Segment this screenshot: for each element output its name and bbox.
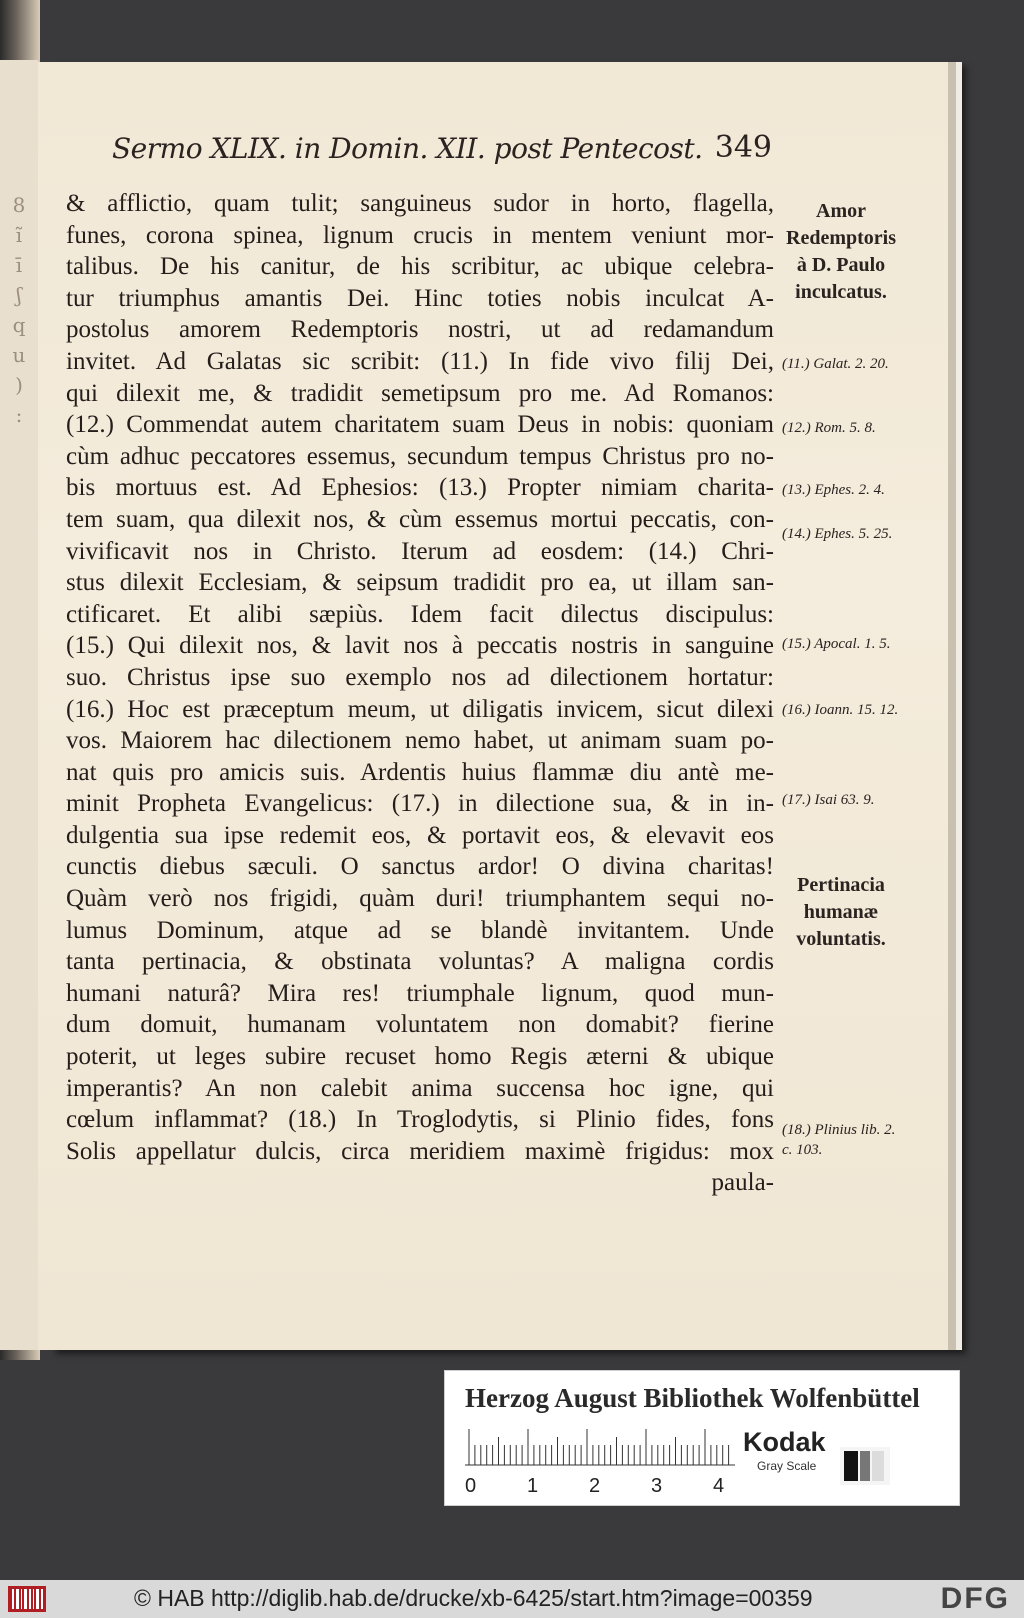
kodak-brand: Kodak (743, 1427, 826, 1457)
scale-numbers (459, 1475, 739, 1499)
scale-ruler (465, 1425, 735, 1469)
text-line: tem suam, qua dilexit nos, & cùm essemus mortui peccatis, con- (66, 505, 774, 533)
text-line: cùm adhuc peccatores essemus, secundum tempus Christus pro no- (66, 442, 774, 470)
source-credit-link[interactable]: © HAB http://diglib.hab.de/drucke/xb-6425/start.htm?image=00359 (134, 1585, 813, 1611)
margin-note-ephes2: (13.) Ephes. 2. 4. (782, 482, 885, 498)
text-line: invitet. Ad Galatas sic scribit: (11.) In fide vivo filij Dei, (66, 347, 774, 375)
text-line: funes, corona spinea, lignum crucis in mentem veniunt mor- (66, 221, 774, 249)
previous-page-edge: 8 ĩ ī ʃ q u ) : (0, 60, 38, 1350)
margin-note-ioann: (16.) Ioann. 15. 12. (782, 702, 899, 718)
color-calibration-plate (444, 1370, 960, 1506)
footer-bar (0, 1580, 1024, 1618)
text-line: vos. Maiorem hac dilectionem nemo habet, ut animam suam po- (66, 727, 774, 755)
text-line: tanta pertinacia, & obstinata voluntas? A maligna cordis (66, 948, 774, 976)
text-line: (12.) Commendat autem charitatem suam Deus in nobis: quoniam (66, 411, 774, 439)
text-line: vivificavit nos in Christo. Iterum ad eosdem: (14.) Chri- (66, 537, 774, 565)
scale-number: 1 (527, 1475, 539, 1497)
text-line: & afflictio, quam tulit; sanguineus sudor in horto, flagella, (66, 190, 774, 217)
gray-patch-icon (840, 1447, 890, 1485)
scale-number: 4 (713, 1475, 725, 1497)
text-line: ctificaret. Et alibi sæpiùs. Idem facit dilectus discipulus: (66, 600, 774, 628)
gray-scale-label: Gray Scale (757, 1459, 817, 1473)
scale-number: 3 (651, 1475, 663, 1497)
library-name: Herzog August Bibliothek Wolfenbüttel (465, 1383, 920, 1413)
text-line: suo. Christus ipse suo exemplo nos ad dilectionem hortatur: (66, 663, 774, 691)
margin-note-galat: (11.) Galat. 2. 20. (782, 356, 889, 372)
text-line: (16.) Hoc est præceptum meum, ut diligatis invicem, sicut dilexi (66, 695, 774, 723)
scale-number: 2 (589, 1475, 601, 1497)
margin-note-apocal: (15.) Apocal. 1. 5. (782, 636, 891, 652)
margin-note-rom: (12.) Rom. 5. 8. (782, 420, 876, 436)
text-line: humani naturâ? Mira res! triumphale lignum, quod mun- (66, 979, 774, 1007)
text-line: paula- (711, 1169, 774, 1197)
text-line: stus dilexit Ecclesiam, & seipsum tradidit pro ea, ut illam san- (66, 569, 774, 597)
page-number: 349 (714, 130, 772, 165)
scale-number: 0 (465, 1475, 477, 1497)
text-line: Solis appellatur dulcis, circa meridiem maximè frigidus: mox (66, 1137, 774, 1165)
margin-note-plinius: (18.) Plinius lib. 2. c. 103. (782, 1122, 896, 1158)
text-line: tur triumphus amantis Dei. Hinc toties nobis inculcat A- (66, 284, 774, 312)
text-line: talibus. De his canitur, de his scribitur, ac ubique celebra- (66, 253, 774, 281)
margin-heading-amor: Amor Redemptoris à D. Paulo inculcatus. (786, 200, 896, 303)
text-line: cœlum inflammat? (18.) In Troglodytis, si Plinio fides, fons (66, 1106, 774, 1134)
margin-note-ephes5: (14.) Ephes. 5. 25. (782, 526, 893, 542)
text-line: qui dilexit me, & tradidit semetipsum pro me. Ad Romanos: (66, 379, 774, 407)
main-text-block (66, 188, 774, 1199)
dfg-logo: DFG (940, 1582, 1010, 1615)
text-line: dum domuit, humanam voluntatem non domabit? fierine (66, 1011, 774, 1039)
text-line: nat quis pro amicis suis. Ardentis huius flammæ diu antè me- (66, 758, 774, 786)
text-line: imperantis? An non calebit anima succensa hoc igne, qui (66, 1074, 774, 1102)
text-line: minit Propheta Evangelicus: (17.) in dilectione sua, & in in- (66, 790, 774, 818)
text-line: poterit, ut leges subire recuset homo Regis æterni & ubique (66, 1043, 774, 1071)
text-line: lumus Dominum, atque ad se blandè invitantem. Unde (66, 916, 774, 944)
text-line: cunctis diebus sæculi. O sanctus ardor! O divina charitas! (66, 853, 774, 881)
text-line: postolus amorem Redemptoris nostri, ut ad redamandum (66, 316, 774, 344)
text-line: bis mortuus est. Ad Ephesios: (13.) Propter nimiam charita- (66, 474, 774, 502)
running-title: Sermo XLIX. in Domin. XII. post Pentecost. (112, 132, 703, 165)
running-header (112, 132, 772, 174)
barcode-logo-icon (8, 1586, 46, 1612)
margin-heading-pertinacia: Pertinacia humanæ voluntatis. (796, 874, 886, 950)
margin-note-isai: (17.) Isai 63. 9. (782, 792, 875, 808)
text-line: Quàm verò nos frigidi, quàm duri! triumphantem sequi no- (66, 885, 774, 913)
text-line: dulgentia sua ipse redemit eos, & portavit eos, & elevavit eos (66, 821, 774, 849)
text-line: (15.) Qui dilexit nos, & lavit nos à peccatis nostris in sanguine (66, 632, 774, 660)
